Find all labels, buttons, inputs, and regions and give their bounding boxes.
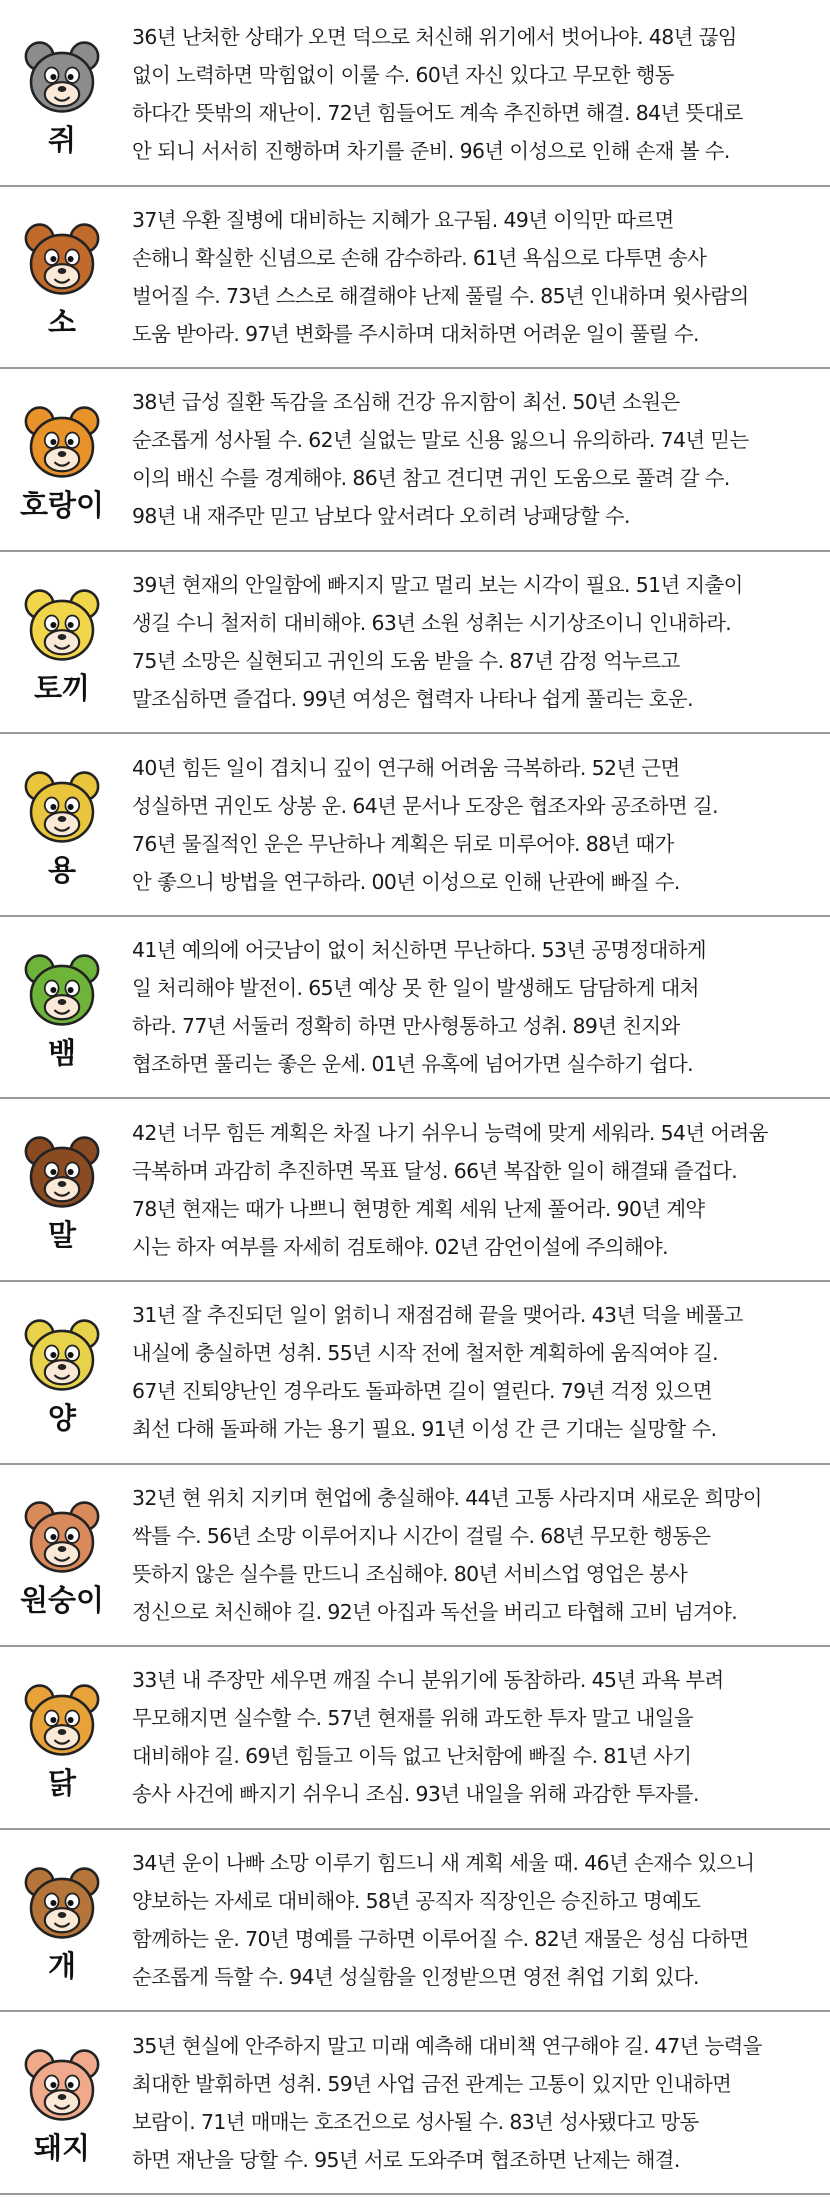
fortune-line: 협조하면 풀리는 좋은 운세. 01년 유혹에 넘어가면 실수하기 쉽다. [132, 1052, 693, 1077]
fortune-line: 일 처리해야 발전이. 65년 예상 못 한 일이 발생해도 담담하게 대처 [132, 976, 699, 1001]
fortune-text [124, 4, 830, 185]
fortune-line: 78년 현재는 때가 나쁘니 현명한 계획 세워 난제 풀어라. 90년 계약 [132, 1196, 705, 1221]
fortune-line: 도움 받아라. 97년 변화를 주시하며 대처하면 어려운 일이 풀릴 수. [132, 321, 699, 346]
fortune-line: 33년 내 주장만 세우면 깨질 수니 분위기에 동참하라. 45년 과욕 부려 [132, 1668, 724, 1693]
fortune-text [124, 1647, 830, 1828]
fortune-line: 39년 현재의 안일함에 빠지지 말고 멀리 보는 시각이 필요. 51년 지출이 [132, 573, 743, 598]
zodiac-animal [0, 734, 124, 915]
horse-icon [19, 1129, 105, 1215]
fortune-line: 하면 재난을 당할 수. 95년 서로 도와주며 협조하면 난제는 해결. [132, 2147, 680, 2172]
zodiac-animal [0, 369, 124, 550]
dog-icon [19, 1860, 105, 1946]
snake-icon [19, 947, 105, 1033]
zodiac-animal [0, 917, 124, 1098]
fortune-line: 시는 하자 여부를 자세히 검토해야. 02년 감언이설에 주의해야. [132, 1234, 669, 1259]
zodiac-row-monkey [0, 1465, 830, 1648]
rabbit-icon [19, 582, 105, 668]
fortune-line: 생길 수니 철저히 대비해야. 63년 소원 성취는 시기상조이니 인내하라. [132, 611, 732, 636]
animal-name: 돼지 [33, 2131, 91, 2166]
zodiac-row-snake [0, 917, 830, 1100]
fortune-line: 67년 진퇴양난인 경우라도 돌파하면 길이 열린다. 79년 걱정 있으면 [132, 1379, 712, 1404]
fortune-text [124, 552, 830, 733]
fortune-line: 98년 내 재주만 믿고 남보다 앞서려다 오히려 낭패당할 수. [132, 504, 630, 529]
zodiac-animal [0, 1282, 124, 1463]
fortune-line: 순조롭게 성사될 수. 62년 실없는 말로 신용 잃으니 유의하라. 74년 믿는 [132, 428, 749, 453]
fortune-line: 35년 현실에 안주하지 말고 미래 예측해 대비책 연구해야 길. 47년 능력을 [132, 2033, 762, 2058]
animal-name: 용 [47, 853, 76, 888]
fortune-line: 벌어질 수. 73년 스스로 해결해야 난제 풀릴 수. 85년 인내하며 윗사람의 [132, 283, 749, 308]
fortune-line: 안 좋으니 방법을 연구하라. 00년 이성으로 인해 난관에 빠질 수. [132, 869, 680, 894]
tiger-icon [19, 399, 105, 485]
fortune-line: 손해니 확실한 신념으로 손해 감수하라. 61년 욕심으로 다투면 송사 [132, 245, 707, 270]
fortune-line: 순조롭게 득할 수. 94년 성실함을 인정받으면 영전 취업 기회 있다. [132, 1965, 699, 1990]
animal-name: 양 [47, 1400, 76, 1435]
ox-icon [19, 216, 105, 302]
fortune-line: 보람이. 71년 매매는 호조건으로 성사될 수. 83년 성사됐다고 망동 [132, 2109, 699, 2134]
zodiac-row-sheep [0, 1282, 830, 1465]
fortune-text [124, 187, 830, 368]
fortune-line: 뜻하지 않은 실수를 만드니 조심해야. 80년 서비스업 영업은 봉사 [132, 1561, 688, 1586]
fortune-text [124, 1830, 830, 2011]
fortune-line: 75년 소망은 실현되고 귀인의 도움 받을 수. 87년 감정 억누르고 [132, 649, 680, 674]
animal-name: 닭 [47, 1765, 76, 1800]
zodiac-animal [0, 1830, 124, 2011]
zodiac-animal [0, 1099, 124, 1280]
fortune-line: 안 되니 서서히 진행하며 차기를 준비. 96년 이성으로 인해 손재 볼 수. [132, 139, 730, 164]
zodiac-animal [0, 1647, 124, 1828]
fortune-text [124, 917, 830, 1098]
fortune-line: 31년 잘 추진되던 일이 얽히니 재점검해 끝을 맺어라. 43년 덕을 베풀고 [132, 1303, 743, 1328]
zodiac-row-pig [0, 2012, 830, 2195]
fortune-line: 무모해지면 실수할 수. 57년 현재를 위해 과도한 투자 말고 내일을 [132, 1706, 693, 1731]
monkey-icon [19, 1494, 105, 1580]
zodiac-row-dragon [0, 734, 830, 917]
zodiac-row-rooster [0, 1647, 830, 1830]
animal-name: 뱀 [47, 1035, 76, 1070]
fortune-line: 싹틀 수. 56년 소망 이루어지나 시간이 걸릴 수. 68년 무모한 행동은 [132, 1523, 711, 1548]
fortune-line: 내실에 충실하면 성취. 55년 시작 전에 철저한 계획하에 움직여야 길. [132, 1341, 718, 1366]
animal-name: 원숭이 [19, 1583, 105, 1618]
fortune-line: 최선 다해 돌파해 가는 용기 필요. 91년 이성 간 큰 기대는 실망할 수. [132, 1417, 717, 1442]
rooster-icon [19, 1677, 105, 1763]
fortune-line: 37년 우환 질병에 대비하는 지혜가 요구됨. 49년 이익만 따르면 [132, 207, 674, 232]
zodiac-animal [0, 187, 124, 368]
fortune-text [124, 2012, 830, 2193]
fortune-line: 말조심하면 즐겁다. 99년 여성은 협력자 나타나 쉽게 풀리는 호운. [132, 687, 693, 712]
fortune-line: 최대한 발휘하면 성취. 59년 사업 금전 관계는 고통이 있지만 인내하면 [132, 2071, 732, 2096]
dragon-icon [19, 764, 105, 850]
zodiac-animal [0, 1465, 124, 1646]
fortune-line: 41년 예의에 어긋남이 없이 처신하면 무난하다. 53년 공명정대하게 [132, 938, 706, 963]
fortune-line: 성실하면 귀인도 상봉 운. 64년 문서나 도장은 협조자와 공조하면 길. [132, 793, 718, 818]
fortune-line: 정신으로 처신해야 길. 92년 아집과 독선을 버리고 타협해 고비 넘겨야. [132, 1599, 738, 1624]
fortune-line: 극복하며 과감히 추진하면 목표 달성. 66년 복잡한 일이 해결돼 즐겁다. [132, 1158, 738, 1183]
animal-name: 호랑이 [19, 487, 105, 522]
zodiac-row-tiger [0, 369, 830, 552]
fortune-line: 76년 물질적인 운은 무난하나 계획은 뒤로 미루어야. 88년 때가 [132, 831, 674, 856]
fortune-line: 없이 노력하면 막힘없이 이룰 수. 60년 자신 있다고 무모한 행동 [132, 63, 674, 88]
animal-name: 개 [47, 1948, 76, 1983]
fortune-line: 하라. 77년 서둘러 정확히 하면 만사형통하고 성취. 89년 친지와 [132, 1014, 680, 1039]
fortune-line: 32년 현 위치 지키며 현업에 충실해야. 44년 고통 사라지며 새로운 희망이 [132, 1485, 762, 1510]
fortune-text [124, 1465, 830, 1646]
zodiac-row-rabbit [0, 552, 830, 735]
animal-name: 토끼 [33, 670, 91, 705]
fortune-line: 이의 배신 수를 경계해야. 86년 참고 견디면 귀인 도움으로 풀려 갈 수. [132, 466, 730, 491]
zodiac-row-horse [0, 1099, 830, 1282]
fortune-line: 양보하는 자세로 대비해야. 58년 공직자 직장인은 승진하고 명예도 [132, 1889, 701, 1914]
fortune-line: 38년 급성 질환 독감을 조심해 건강 유지함이 최선. 50년 소원은 [132, 390, 680, 415]
zodiac-row-dog [0, 1830, 830, 2013]
sheep-icon [19, 1312, 105, 1398]
animal-name: 말 [47, 1218, 76, 1253]
animal-name: 소 [47, 305, 76, 340]
fortune-line: 송사 사건에 빠지기 쉬우니 조심. 93년 내일을 위해 과감한 투자를. [132, 1782, 699, 1807]
animal-name: 쥐 [47, 122, 76, 157]
fortune-line: 36년 난처한 상태가 오면 덕으로 처신해 위기에서 벗어나야. 48년 끊임 [132, 25, 737, 50]
fortune-line: 40년 힘든 일이 겹치니 깊이 연구해 어려움 극복하라. 52년 근면 [132, 755, 680, 780]
fortune-line: 대비해야 길. 69년 힘들고 이득 없고 난처함에 빠질 수. 81년 사기 [132, 1744, 692, 1769]
zodiac-row-rat [0, 4, 830, 187]
rat-icon [19, 34, 105, 120]
zodiac-animal [0, 2012, 124, 2193]
fortune-text [124, 369, 830, 550]
zodiac-row-ox [0, 187, 830, 370]
fortune-text [124, 734, 830, 915]
fortune-text [124, 1282, 830, 1463]
fortune-line: 하다간 뜻밖의 재난이. 72년 힘들어도 계속 추진하면 해결. 84년 뜻대로 [132, 101, 743, 126]
fortune-text [124, 1099, 830, 1280]
fortune-line: 42년 너무 힘든 계획은 차질 나기 쉬우니 능력에 맞게 세워라. 54년 어려움 [132, 1120, 768, 1145]
fortune-line: 34년 운이 나빠 소망 이루기 힘드니 새 계획 세울 때. 46년 손재수 있으니 [132, 1851, 755, 1876]
fortune-line: 함께하는 운. 70년 명예를 구하면 이루어질 수. 82년 재물은 성심 다하면 [132, 1927, 749, 1952]
zodiac-animal [0, 552, 124, 733]
pig-icon [19, 2042, 105, 2128]
zodiac-animal [0, 4, 124, 185]
